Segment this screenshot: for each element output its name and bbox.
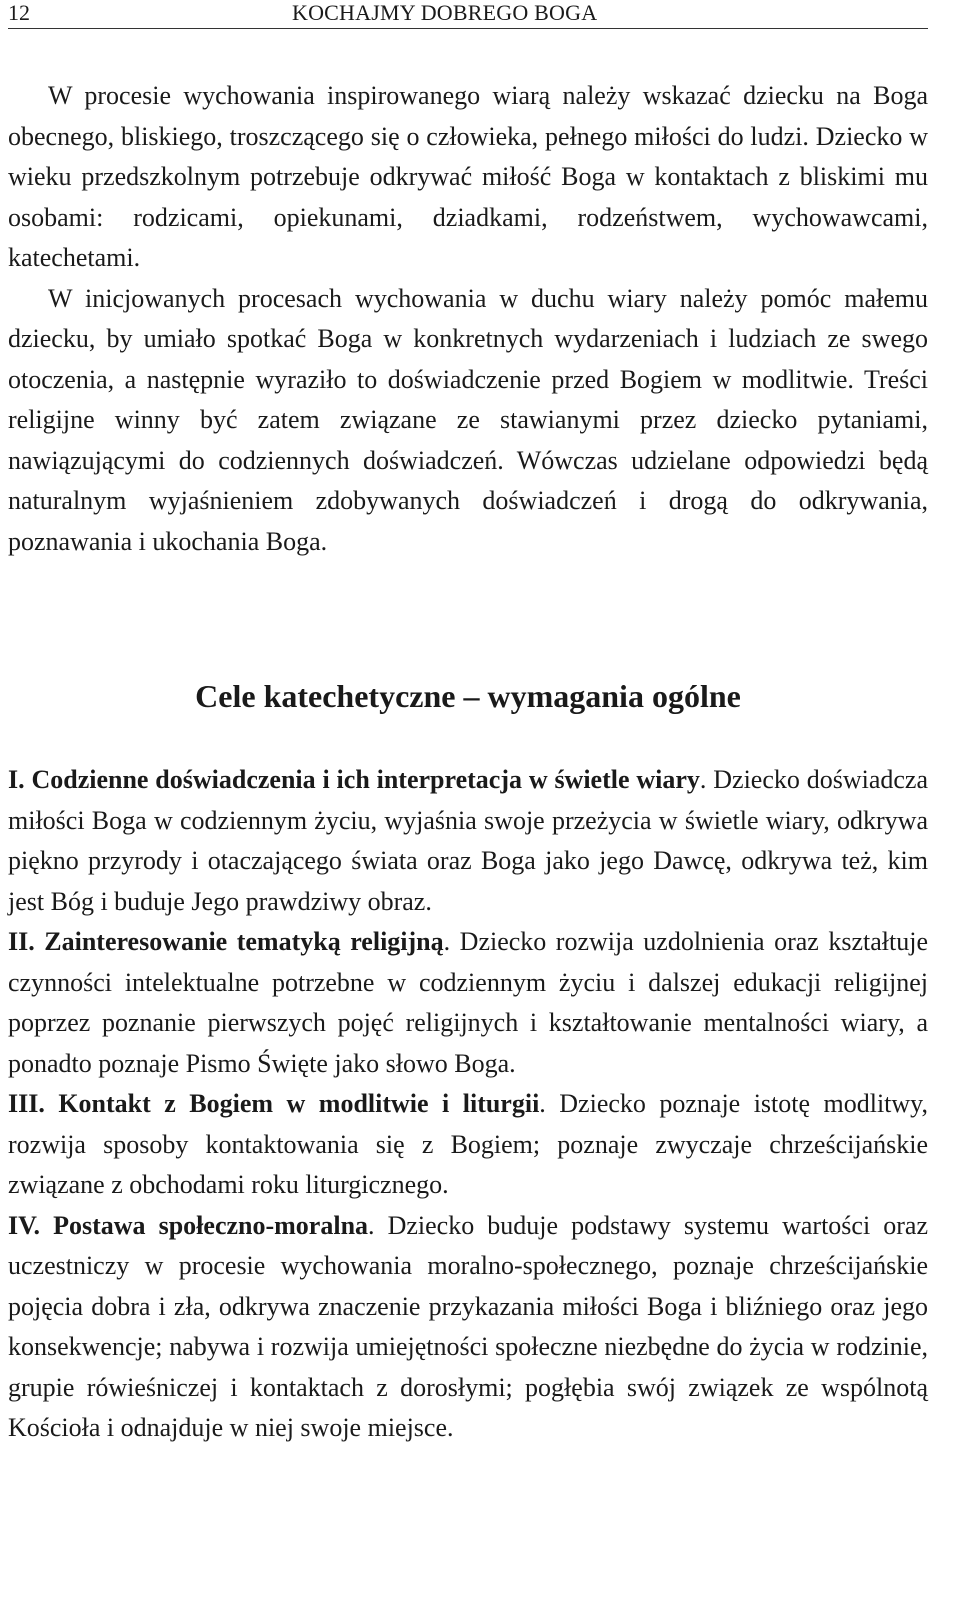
goal-title: I. Codzienne doświadczenia i ich interpretacja w świetle wiary — [8, 765, 700, 794]
page-header — [8, 0, 928, 29]
intro-text — [8, 76, 928, 562]
goal-item — [8, 1206, 928, 1449]
intro-paragraph: W inicjowanych procesach wychowania w duchu wiary należy pomóc małemu dziecku, by umiało spotkać Boga w konkretnych wydarzeniach i ludziach ze swego otoczenia, a następnie wyraziło to doświadczenie przed Bogiem w modlitwie. Treści religijne winny być zatem związane ze stawianymi przez dziecko pytaniami, nawiązującymi do codziennych doświadczeń. Wówczas udzielane odpowiedzi będą naturalnym wyjaśnieniem zdobywanych doświadczeń i drogą do odkrywania, poznawania i ukochania Boga. — [8, 283, 928, 556]
goal-title: IV. Postawa społeczno-moralna — [8, 1210, 369, 1240]
goal-text: . Dziecko buduje podstawy systemu wartości oraz uczestniczy w procesie wychowania moralno-społecznego, poznaje chrześcijańskie pojęcia dobra i zła, odkrywa znaczenie przykazania miłości Boga i bliźniego oraz jego konsekwencje; nabywa i rozwija umiejętności społeczne niezbędne do życia w rodzinie, grupie rówieśniczej i kontaktach z dorosłymi; pogłębia swój związek ze wspólnotą Kościoła i odnajduje w niej swoje miejsce. — [8, 1210, 928, 1442]
page-number: 12 — [8, 0, 30, 25]
goals-list — [8, 760, 928, 1449]
goal-title: II. Zainteresowanie tematyką religijną — [8, 927, 444, 956]
section-title: Cele katechetyczne – wymagania ogólne — [195, 678, 741, 714]
document-page — [8, 0, 928, 1613]
goal-item — [8, 922, 928, 1084]
goal-text: . Dziecko poznaje istotę modlitwy, rozwija sposoby kontaktowania się z Bogiem; poznaje zwyczaje chrześcijańskie związane z obchodami roku liturgicznego. — [8, 1089, 928, 1199]
goal-item — [8, 760, 928, 922]
goal-item — [8, 1084, 928, 1206]
running-title: KOCHAJMY DOBREGO BOGA — [292, 0, 598, 25]
intro-paragraph: W procesie wychowania inspirowanego wiarą należy wskazać dziecku na Boga obecnego, bliskiego, troszczącego się o człowieka, pełnego miłości do ludzi. Dziecko w wieku przedszkolnym potrzebuje odkrywać miłość Boga w kontaktach z bliskimi mu osobami: rodzicami, opiekunami, dziadkami, rodzeństwem, wychowawcami, katechetami. — [8, 81, 928, 272]
goal-text: . Dziecko doświadcza miłości Boga w codziennym życiu, wyjaśnia swoje przeżycia w świetle wiary, odkrywa piękno przyrody i otaczającego świata oraz Boga jako jego Dawcę, odkrywa też, kim jest Bóg i buduje Jego prawdziwy obraz. — [8, 765, 928, 916]
goal-text: . Dziecko rozwija uzdolnienia oraz kształtuje czynności intelektualne potrzebne w codziennym życiu i dalszej edukacji religijnej poprzez poznanie pierwszych pojęć religijnych i kształtowanie mentalności wiary, a ponadto poznaje Pismo Święte jako słowo Boga. — [8, 927, 929, 1078]
goal-title: III. Kontakt z Bogiem w modlitwie i liturgii — [8, 1089, 540, 1118]
